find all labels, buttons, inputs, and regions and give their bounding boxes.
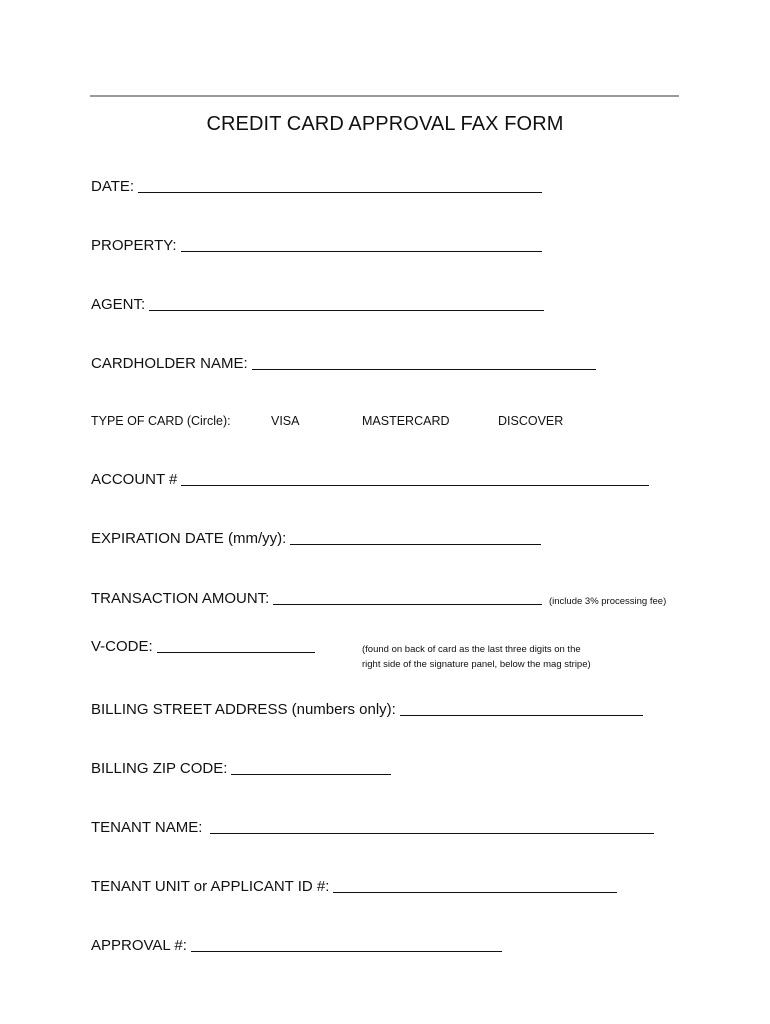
billing-street-field (91, 701, 643, 718)
property-field (91, 237, 542, 254)
date-blank[interactable] (138, 192, 542, 193)
tenant-unit-label: TENANT UNIT or APPLICANT ID #: (91, 878, 330, 895)
billing-street-label: BILLING STREET ADDRESS (numbers only): (91, 701, 396, 718)
card-option-discover[interactable]: DISCOVER (498, 414, 564, 428)
property-label: PROPERTY: (91, 237, 177, 254)
transaction-amount-field (91, 590, 542, 607)
tenant-unit-field (91, 878, 617, 895)
billing-zip-label: BILLING ZIP CODE: (91, 760, 228, 777)
agent-field (91, 296, 544, 313)
v-code-field (91, 638, 315, 655)
approval-field (91, 937, 502, 954)
approval-label: APPROVAL #: (91, 937, 187, 954)
billing-street-blank[interactable] (400, 715, 643, 716)
property-blank[interactable] (181, 251, 542, 252)
agent-label: AGENT: (91, 296, 146, 313)
billing-zip-blank[interactable] (231, 774, 391, 775)
date-label: DATE: (91, 178, 135, 195)
cardholder-name-field (91, 355, 596, 372)
date-field (91, 178, 542, 195)
agent-blank[interactable] (149, 310, 544, 311)
account-label: ACCOUNT # (91, 471, 178, 488)
top-divider (90, 95, 679, 97)
approval-blank[interactable] (191, 951, 502, 952)
tenant-name-field (91, 819, 654, 836)
billing-zip-field (91, 760, 391, 777)
v-code-blank[interactable] (157, 652, 315, 653)
tenant-name-blank[interactable] (210, 833, 654, 834)
transaction-amount-label: TRANSACTION AMOUNT: (91, 590, 270, 607)
cardholder-name-label: CARDHOLDER NAME: (91, 355, 248, 372)
expiration-label: EXPIRATION DATE (mm/yy): (91, 530, 287, 547)
account-field (91, 471, 649, 488)
expiration-field (91, 530, 541, 547)
cardholder-name-blank[interactable] (252, 369, 596, 370)
v-code-label: V-CODE: (91, 638, 153, 655)
card-option-visa[interactable]: VISA (271, 414, 300, 428)
form-title: CREDIT CARD APPROVAL FAX FORM (206, 113, 564, 135)
card-option-mastercard[interactable]: MASTERCARD (362, 414, 450, 428)
transaction-amount-blank[interactable] (273, 604, 542, 605)
expiration-blank[interactable] (290, 544, 541, 545)
card-type-label: TYPE OF CARD (Circle): (91, 414, 231, 428)
tenant-unit-blank[interactable] (333, 892, 617, 893)
processing-fee-note: (include 3% processing fee) (549, 596, 667, 607)
v-code-note-line-2: right side of the signature panel, below the mag stripe) (362, 659, 591, 670)
account-blank[interactable] (181, 485, 649, 486)
tenant-name-label: TENANT NAME: (91, 819, 203, 836)
v-code-note-line-1: (found on back of card as the last three digits on the (362, 644, 581, 655)
